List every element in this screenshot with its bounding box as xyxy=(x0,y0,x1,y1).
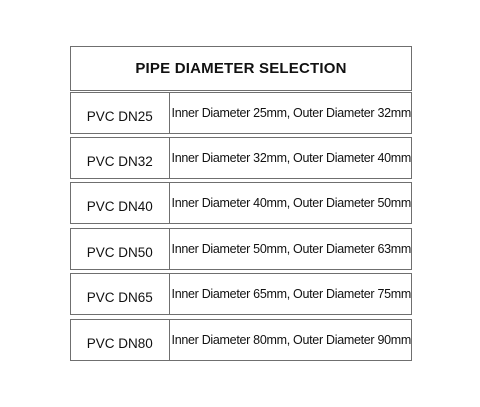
pipe-name: PVC DN50 xyxy=(71,229,170,269)
table-title: PIPE DIAMETER SELECTION xyxy=(135,60,347,77)
table-title-box xyxy=(70,46,412,91)
pipe-description: Inner Diameter 65mm, Outer Diameter 75mm xyxy=(171,287,411,301)
table-row xyxy=(70,92,412,134)
pipe-description: Inner Diameter 40mm, Outer Diameter 50mm xyxy=(171,196,411,210)
pipe-name: PVC DN25 xyxy=(71,93,170,133)
pipe-description: Inner Diameter 25mm, Outer Diameter 32mm xyxy=(171,106,411,120)
table-row xyxy=(70,182,412,224)
table-row xyxy=(70,137,412,179)
pipe-description: Inner Diameter 80mm, Outer Diameter 90mm xyxy=(171,333,411,347)
pipe-name: PVC DN80 xyxy=(71,320,170,360)
pipe-name: PVC DN40 xyxy=(71,183,170,223)
pipe-description: Inner Diameter 50mm, Outer Diameter 63mm xyxy=(171,242,411,256)
table-row xyxy=(70,319,412,361)
table-row xyxy=(70,273,412,315)
table-row xyxy=(70,228,412,270)
pipe-description: Inner Diameter 32mm, Outer Diameter 40mm xyxy=(171,151,411,165)
pipe-name: PVC DN65 xyxy=(71,274,170,314)
pipe-name: PVC DN32 xyxy=(71,138,170,178)
